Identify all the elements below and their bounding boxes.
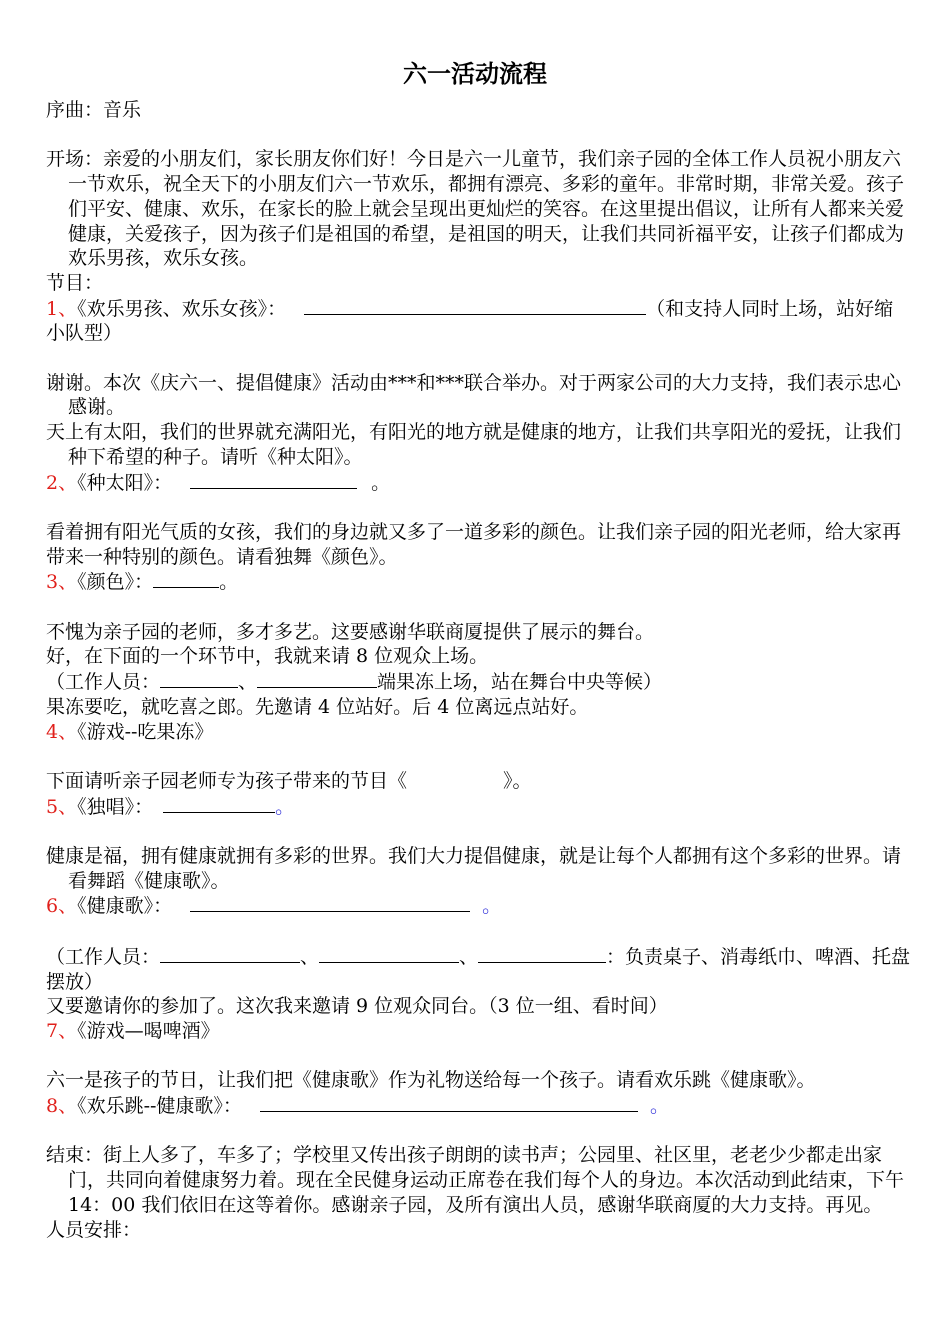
item-8-name: 《欢乐跳--健康歌》：: [77, 1095, 242, 1117]
staff-1-sep: 、: [238, 671, 258, 694]
item-5-number: 5、: [46, 795, 78, 818]
item-3-end: 。: [219, 571, 239, 594]
item-5-blank: [163, 794, 275, 813]
item-8-blank: [260, 1093, 638, 1112]
health-intro-paragraph: 健康是福，拥有健康就拥有多彩的世界。我们大力提倡健康，就是让每个人都拥有这个多彩的世界。请看舞蹈《健康歌》。: [46, 845, 902, 892]
item-8-number: 8、: [46, 1095, 78, 1117]
item-3-blank: [153, 569, 219, 588]
item-1-number: 1、: [46, 297, 78, 320]
item-5-end: 。: [275, 795, 295, 818]
staff-line-1: [46, 669, 912, 695]
staff-2-blank-a: [160, 944, 300, 963]
program-item-2: [46, 470, 912, 496]
staff-1-blank-a: [160, 669, 238, 688]
item-1-blank: [304, 296, 646, 315]
staff-2-blank-b: [319, 944, 459, 963]
item-2-blank: [190, 470, 357, 489]
jelly-line: 果冻要吃，就吃喜之郎。先邀请 4 位站好。后 4 位离远点站好。: [46, 695, 589, 718]
item-3-number: 3、: [46, 571, 78, 594]
solo-intro-end: 》。: [503, 769, 532, 792]
beer-line: 又要邀请你的参加了。这次我来邀请 9 位观众同台。（3 位一组、看时间）: [46, 995, 668, 1018]
teacher-line: 不愧为亲子园的老师，多才多艺。这要感谢华联商厦提供了展示的舞台。: [46, 620, 655, 643]
color-intro-paragraph: 看着拥有阳光气质的女孩，我们的身边就又多了一道多彩的颜色。让我们亲子园的阳光老师，给大家再带来一种特别的颜色。请看独舞《颜色》。: [46, 520, 902, 568]
staff-2-sep-b: 、: [459, 945, 479, 968]
jump-intro-paragraph: 六一是孩子的节日，让我们把《健康歌》作为礼物送给每一个孩子。请看欢乐跳《健康歌》。: [46, 1069, 816, 1092]
item-5-name: 《独唱》：: [77, 795, 154, 818]
program-item-4: [46, 720, 912, 745]
staff-2-blank-c: [478, 944, 606, 963]
program-label: 节目：: [46, 271, 104, 294]
sun-intro-paragraph: 天上有太阳，我们的世界就充满阳光，有阳光的地方就是健康的地方，让我们共享阳光的爱抚，让我们种下希望的种子。请听《种太阳》。: [46, 421, 902, 468]
item-1-name: 《欢乐男孩、欢乐女孩》：: [77, 297, 287, 320]
staff-2-sep-a: 、: [300, 945, 320, 968]
program-item-6: [46, 893, 912, 919]
staffing-label: 人员安排：: [46, 1218, 142, 1241]
staff-2-prefix: （工作人员：: [46, 945, 161, 968]
item-6-name: 《健康歌》：: [77, 895, 173, 918]
page-title: 六一活动流程: [403, 60, 547, 88]
staff-line-2: [46, 944, 912, 994]
solo-intro-text: 下面请听亲子园老师专为孩子带来的节目《: [46, 769, 408, 792]
program-item-1: [46, 296, 912, 346]
staff-2-suffix: ：负责桌子、消毒纸巾、啤酒、托盘摆放）: [46, 945, 911, 993]
prelude-line: 序曲：音乐: [46, 99, 142, 121]
item-2-end: 。: [371, 471, 391, 494]
item-4-name: 《游戏--吃果冻》: [77, 720, 214, 743]
item-3-name: 《颜色》：: [77, 571, 154, 594]
staff-1-blank-b: [257, 669, 377, 688]
opening-paragraph: 开场：亲爱的小朋友们，家长朋友你们好！今日是六一儿童节，我们亲子园的全体工作人员祝小朋友六一节欢乐，祝全天下的小朋友们六一节欢乐，都拥有漂亮、多彩的童年。非常时期，非常关爱。孩子们平安、健康、欢乐，在家长的脸上就会呈现出更灿烂的笑容。在这里提出倡议，让所有人都来关爱健康，关爱孩子，因为孩子们是祖国的希望，是祖国的明天，让我们共同祈福平安，让孩子们都成为欢乐男孩，欢乐女孩。: [46, 148, 905, 270]
audience-line: 好，在下面的一个环节中，我就来请 8 位观众上场。: [46, 645, 489, 668]
program-item-3: [46, 569, 912, 595]
staff-1-prefix: （工作人员：: [46, 671, 161, 694]
item-7-number: 7、: [46, 1019, 78, 1042]
staff-1-suffix: 端果冻上场，站在舞台中央等候）: [377, 671, 663, 694]
item-4-number: 4、: [46, 720, 78, 743]
closing-paragraph: 结束：街上人多了，车多了；学校里又传出孩子朗朗的读书声；公园里、社区里，老老少少都走出家门，共同向着健康努力着。现在全民健身运动正席卷在我们每个人的身边。本次活动到此结束，下午 14：00 我们依旧在这等着你。感谢亲子园，及所有演出人员，感谢华联商厦的大力支持。再见。: [46, 1144, 905, 1216]
program-item-5: [46, 794, 912, 820]
program-item-7: [46, 1019, 912, 1044]
item-1-note: （和支持人同时上场，站好缩小队型）: [46, 297, 894, 345]
item-6-end: 。: [482, 895, 502, 918]
thanks-paragraph: 谢谢。本次《庆六一、提倡健康》活动由***和***联合举办。对于两家公司的大力支持，我们表示忠心感谢。: [46, 371, 902, 419]
item-8-end: 。: [649, 1095, 669, 1117]
item-6-number: 6、: [46, 895, 78, 918]
item-2-number: 2、: [46, 471, 78, 494]
solo-intro-line: [46, 769, 912, 794]
item-7-name: 《游戏—喝啤酒》: [77, 1019, 220, 1042]
item-2-name: 《种太阳》：: [77, 471, 173, 494]
program-item-8: [46, 1093, 912, 1119]
item-6-blank: [190, 893, 470, 912]
document-body: [46, 98, 912, 1242]
